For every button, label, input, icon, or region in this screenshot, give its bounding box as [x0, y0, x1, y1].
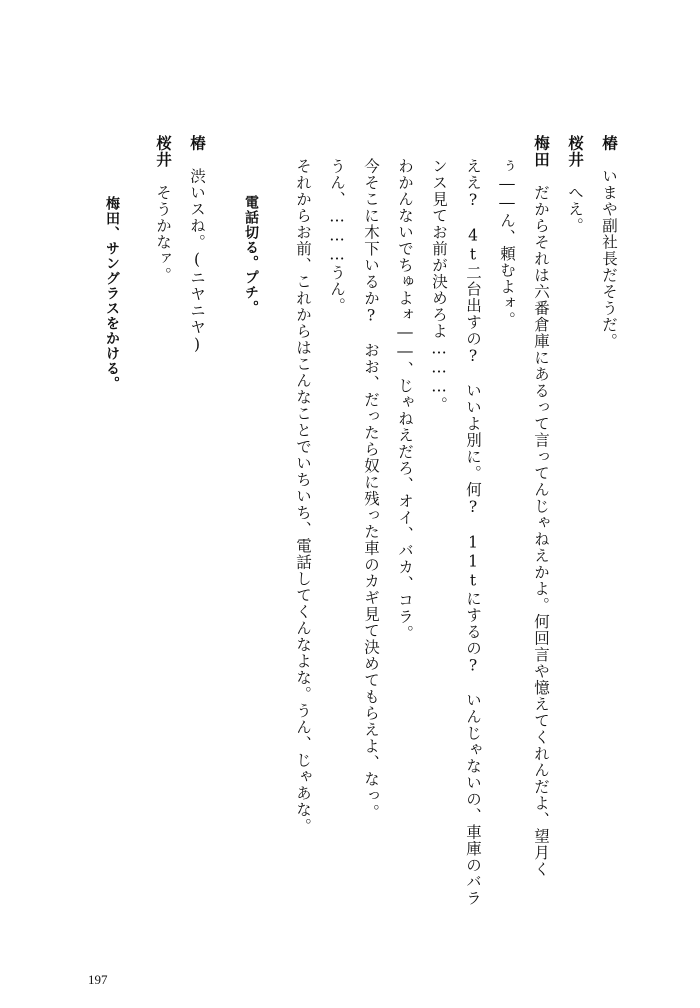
dialogue-continuation: [496, 158, 518, 328]
dialogue-continuation: [394, 158, 416, 642]
dialogue-continuation: [462, 158, 484, 907]
dialogue-line-tsubaki-1: [598, 135, 620, 350]
dialogue-text: わかんないでちゅよォ――、じゃねえだろ、オイ、バカ、コラ。: [396, 158, 414, 642]
stage-direction: [240, 195, 262, 315]
dialogue-continuation: [428, 158, 450, 413]
dialogue-continuation: [360, 158, 382, 821]
direction-text: 電話切る。プチ。: [243, 195, 259, 315]
speaker-name: 椿: [600, 135, 619, 152]
speaker-name: 桜井: [154, 135, 173, 168]
dialogue-text: だからそれは六番倉庫にあるって言ってんじゃねえかよ。何回言や憶えてくれんだよ、望月く: [532, 184, 550, 878]
dialogue-text: ぅ――ん、頼むよォ。: [498, 158, 516, 328]
speaker-name: 桜井: [566, 135, 585, 168]
dialogue-line-sakurai-1: [564, 135, 586, 234]
dialogue-text: 渋いスね。(ニヤニヤ): [188, 168, 206, 355]
stage-direction: [101, 196, 123, 391]
direction-text: 梅田、サングラスをかける。: [104, 196, 120, 391]
speaker-name: 椿: [188, 135, 207, 152]
dialogue-text: ンス見てお前が決めろよ………。: [430, 158, 448, 413]
dialogue-line-tsubaki-2: [186, 135, 208, 355]
dialogue-text: そうかなァ。: [154, 184, 172, 284]
dialogue-text: うん、………うん。: [328, 158, 346, 314]
dialogue-text: へえ。: [566, 184, 584, 234]
dialogue-text: ええ? 4t二台出すの? いいよ別に。何? 11tにするの? いんじゃないの、車庫のバラ: [464, 158, 482, 907]
dialogue-line-umeda-1: [530, 135, 552, 878]
speaker-name: 梅田: [532, 135, 551, 168]
dialogue-line-sakurai-2: [152, 135, 174, 284]
page-number: 197: [88, 972, 108, 987]
dialogue-text: いまや副社長だそうだ。: [600, 168, 618, 350]
dialogue-continuation: [326, 158, 348, 314]
dialogue-text: 今そこに木下いるか? おお、だったら奴に残った車のカギ見て決めてもらえよ、なっ。: [362, 158, 380, 821]
dialogue-text: それからお前、これからはこんなことでいちいち、電話してくんなよな。うん、じゃあな。: [294, 158, 312, 835]
dialogue-continuation: [292, 158, 314, 835]
